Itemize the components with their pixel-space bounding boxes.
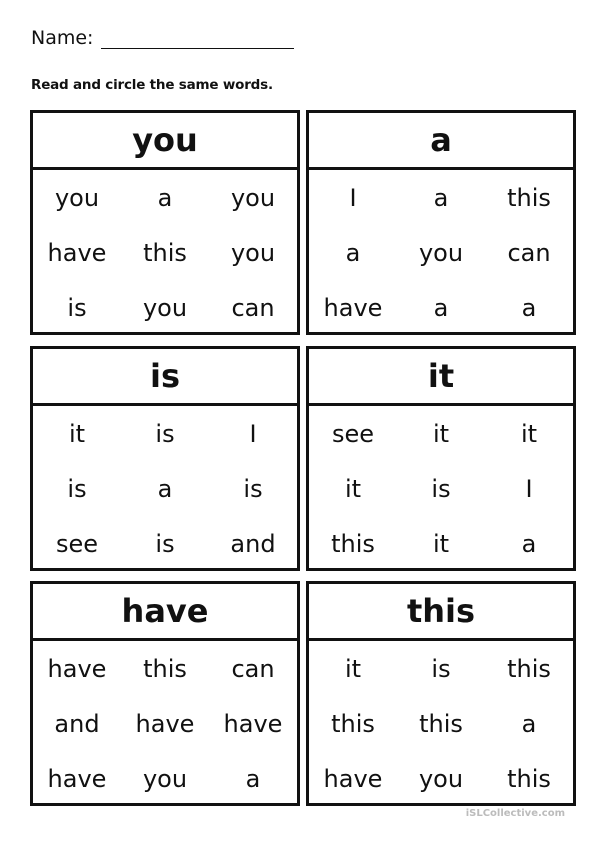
word-cell[interactable]: this [507,764,551,793]
word-cell[interactable]: can [231,293,275,322]
word-cell[interactable]: you [142,764,188,793]
word-cell[interactable]: it [520,419,538,448]
word-cell[interactable]: and [54,709,100,738]
word-cell[interactable]: is [431,474,451,503]
word-cell[interactable]: have [323,293,383,322]
card-target-word: is [33,349,297,406]
name-row [31,27,294,49]
word-cell[interactable]: I [249,419,257,448]
word-cell[interactable]: this [507,183,551,212]
word-cell[interactable]: you [54,183,100,212]
card-target-word: have [33,584,297,641]
card-target-word: you [33,113,297,170]
word-cell[interactable]: is [243,474,263,503]
word-cell[interactable]: have [135,709,195,738]
word-cell[interactable]: you [230,183,276,212]
word-cell[interactable]: it [344,474,362,503]
word-cell[interactable]: this [331,529,375,558]
word-cell[interactable]: you [230,238,276,267]
word-card [306,581,576,806]
word-cell[interactable]: a [521,709,537,738]
name-blank-line[interactable] [101,30,294,49]
word-cell[interactable]: is [67,474,87,503]
word-cell[interactable]: it [432,529,450,558]
word-cell[interactable]: and [230,529,276,558]
word-cell[interactable]: this [143,654,187,683]
name-label: Name: [31,27,94,49]
word-cell[interactable]: a [345,238,361,267]
word-card [30,110,300,335]
word-cell[interactable]: a [157,183,173,212]
word-cell[interactable]: a [521,293,537,322]
word-cell[interactable]: this [419,709,463,738]
word-cell[interactable]: it [432,419,450,448]
word-cell[interactable]: I [349,183,357,212]
word-cell[interactable]: have [47,238,107,267]
card-target-word: a [309,113,573,170]
word-cell[interactable]: have [47,654,107,683]
word-cell[interactable]: have [47,764,107,793]
word-cell[interactable]: it [68,419,86,448]
word-cell[interactable]: can [231,654,275,683]
word-cell[interactable]: this [507,654,551,683]
word-cell[interactable]: this [331,709,375,738]
word-cell[interactable]: can [507,238,551,267]
word-card [306,346,576,571]
word-cell[interactable]: is [67,293,87,322]
word-cell[interactable]: you [418,238,464,267]
word-cell[interactable]: have [223,709,283,738]
card-target-word: it [309,349,573,406]
word-cell[interactable]: a [157,474,173,503]
word-cell[interactable]: see [331,419,375,448]
word-cell[interactable]: is [155,529,175,558]
site-watermark: iSLCollective.com [465,808,565,819]
word-cell[interactable]: a [521,529,537,558]
word-cell[interactable]: this [143,238,187,267]
word-cell[interactable]: you [418,764,464,793]
word-card [30,581,300,806]
word-card [30,346,300,571]
instruction-text: Read and circle the same words. [31,77,273,93]
word-cell[interactable]: is [155,419,175,448]
word-cell[interactable]: you [142,293,188,322]
word-cell[interactable]: is [431,654,451,683]
word-card [306,110,576,335]
word-cell[interactable]: I [525,474,533,503]
card-target-word: this [309,584,573,641]
word-cell[interactable]: a [245,764,261,793]
word-cell[interactable]: a [433,293,449,322]
word-cell[interactable]: see [55,529,99,558]
word-cell[interactable]: have [323,764,383,793]
word-cell[interactable]: a [433,183,449,212]
word-cell[interactable]: it [344,654,362,683]
